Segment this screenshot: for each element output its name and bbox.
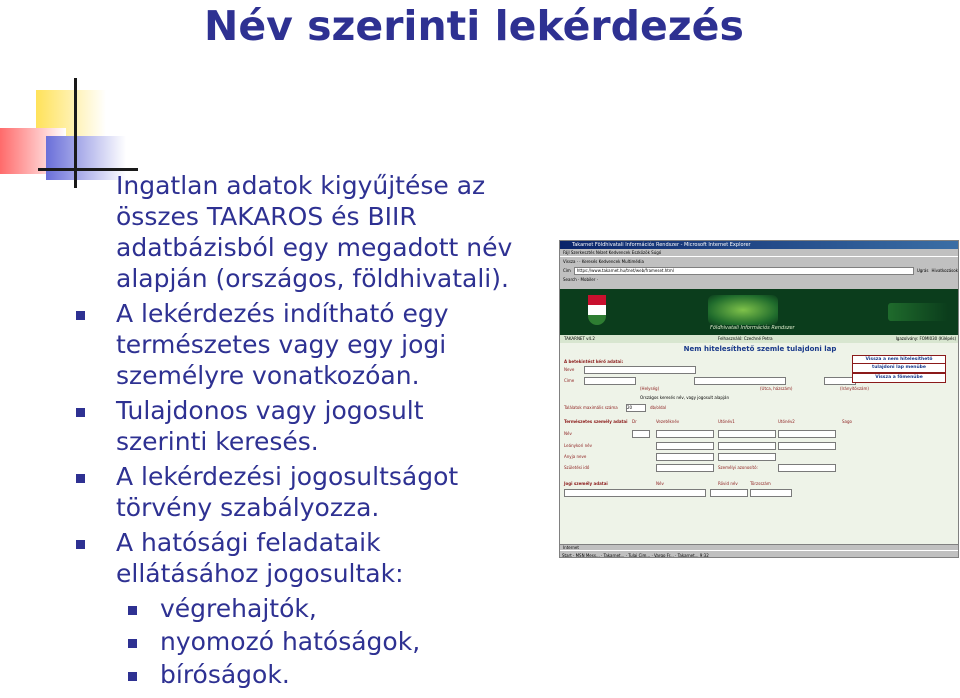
bullet-text: Tulajdonos vagy jogosult (116, 396, 424, 425)
embedded-browser-screenshot (559, 240, 959, 558)
bullet-text: bíróságok. (160, 660, 290, 689)
personal-id-label: Személyi azonosító: (718, 465, 758, 470)
bullet-marker-icon (128, 606, 137, 615)
entity-name-label: Név (656, 481, 664, 486)
firstname2-label: Utónév2 (778, 419, 795, 424)
bullet-marker-icon (76, 474, 85, 483)
info-right: Igazolvány: FOMI030 (Kilépés) (895, 336, 956, 341)
dr-input (632, 430, 650, 438)
links-label: Hivatkozások (931, 268, 958, 273)
back-to-menu-button-line1: Vissza a nem hitelesíthető (852, 355, 946, 365)
mother-first-input (718, 453, 776, 461)
firstname2-input (778, 430, 836, 438)
page-heading: Nem hitelesíthető szemle tulajdoni lap (683, 345, 837, 353)
surname-input (656, 430, 714, 438)
short-name-label: Rövid név (718, 481, 738, 486)
firstname1-input (718, 430, 776, 438)
takarnet-logo (708, 295, 778, 325)
zip-hint: (Irányítószám) (840, 386, 869, 391)
info-bar (560, 335, 959, 343)
max-results-label: Találatok maximális száma (564, 405, 618, 410)
bullet-text: szerinti keresés. (116, 427, 319, 456)
requester-section: A betekintést kérő adatai: (564, 359, 624, 364)
birthname-label: Név (564, 431, 572, 436)
slide-title: Név szerinti lekérdezés (204, 2, 744, 50)
sago-label: Sago (842, 419, 852, 424)
bullet-text: összes TAKAROS és BIIR (116, 202, 417, 231)
per-page-label: db/oldal (650, 405, 667, 410)
bullet-text: személyre vonatkozóan. (116, 361, 420, 390)
toolbar: Vissza · · Keresés Kedvencek Multimédia (560, 256, 958, 266)
bullet-text: A hatósági feladataik (116, 528, 381, 557)
birth-date-input (656, 464, 714, 472)
bullet-text: alapján (országos, földhivatali). (116, 264, 509, 293)
bullet-text: A lekérdezési jogosultságot (116, 462, 459, 491)
bullet-text: ellátásához jogosultak: (116, 559, 404, 588)
info-mid: Felhasználó: Czechné Petra (717, 336, 773, 341)
status-bar: Internet (560, 544, 959, 551)
surname-label: Vezetéknév (656, 419, 680, 424)
window-title: Takarnet Földhivatali Információs Rendszer - Microsoft Internet Explorer (560, 241, 958, 249)
natural-person-section: Természetes személy adatai (564, 419, 628, 424)
bullet-text: nyomozó hatóságok, (160, 627, 421, 656)
mother-surname-input (656, 453, 714, 461)
address-label: Címe (564, 378, 575, 383)
dr-label: Dr (632, 419, 637, 424)
banner-text: Földhivatali Információs Rendszer (710, 325, 795, 331)
search-title: Országos keresés név, vagy jogosult alapján (640, 395, 729, 400)
name-input (584, 366, 696, 374)
bullet-marker-icon (128, 672, 137, 681)
firstname1-label: Utónév1 (718, 419, 735, 424)
entity-name-input (564, 489, 706, 497)
info-left: TAKARNET v4.2 (564, 336, 595, 341)
personal-id-input (778, 464, 836, 472)
maiden-surname-input (656, 442, 714, 450)
taskbar: Start · MSN Mess... · Takarnet... · Tulaj Cim... · Vargo Fr... · Takarnet... 9:32 (560, 550, 959, 558)
bullet-text: A lekérdezés indítható egy (116, 299, 449, 328)
go-label: Ugrás (916, 268, 929, 273)
city-input (584, 377, 636, 385)
fomi-logo (888, 303, 948, 321)
search-form (560, 353, 959, 523)
bullet-marker-icon (76, 311, 85, 320)
short-name-input (710, 489, 748, 497)
bullet-text: adatbázisból egy megadott név (116, 233, 513, 262)
bullet-marker-icon (76, 540, 85, 549)
bullet-text: Ingatlan adatok kigyűjtése az (116, 171, 486, 200)
birth-date-label: Születési idő (564, 465, 590, 470)
maiden-name-label: Leánykori név (564, 443, 592, 448)
bullet-marker-icon (128, 639, 137, 648)
street-hint: (Utca, házszám) (760, 386, 793, 391)
site-banner (560, 289, 959, 335)
address-label: Cím (563, 268, 571, 273)
bullet-marker-icon (76, 408, 85, 417)
maiden-first-input (718, 442, 776, 450)
max-results-input: 20 (626, 404, 646, 412)
mother-name-label: Anyja neve (564, 454, 587, 459)
address-field: https://www.takarnet.hu/tnet/web/frameset.html (574, 267, 914, 275)
hungarian-crest-icon (588, 295, 606, 325)
bullet-text: természetes vagy egy jogi (116, 330, 447, 359)
street-input (694, 377, 786, 385)
address-bar (560, 266, 958, 275)
city-hint: (Helység) (640, 386, 660, 391)
legal-entity-section: Jogi személy adatai (564, 481, 608, 486)
bullet-text: végrehajtók, (160, 594, 317, 623)
reg-number-input (750, 489, 792, 497)
reg-number-label: Törzsszám (750, 481, 771, 486)
back-to-menu-button-line2: tulajdoni lap menübe (852, 363, 946, 373)
name-label: Neve (564, 367, 575, 372)
back-to-main-menu-button: Vissza a főmenübe (852, 373, 946, 383)
web-page (560, 289, 959, 544)
bullet-text: törvény szabályozza. (116, 493, 380, 522)
links-row: Search · Mobiler · (563, 277, 598, 282)
maiden-second-input (778, 442, 836, 450)
menu-bar: Fájl Szerkesztés Nézet Kedvencek Eszközök Súgó (563, 250, 662, 255)
